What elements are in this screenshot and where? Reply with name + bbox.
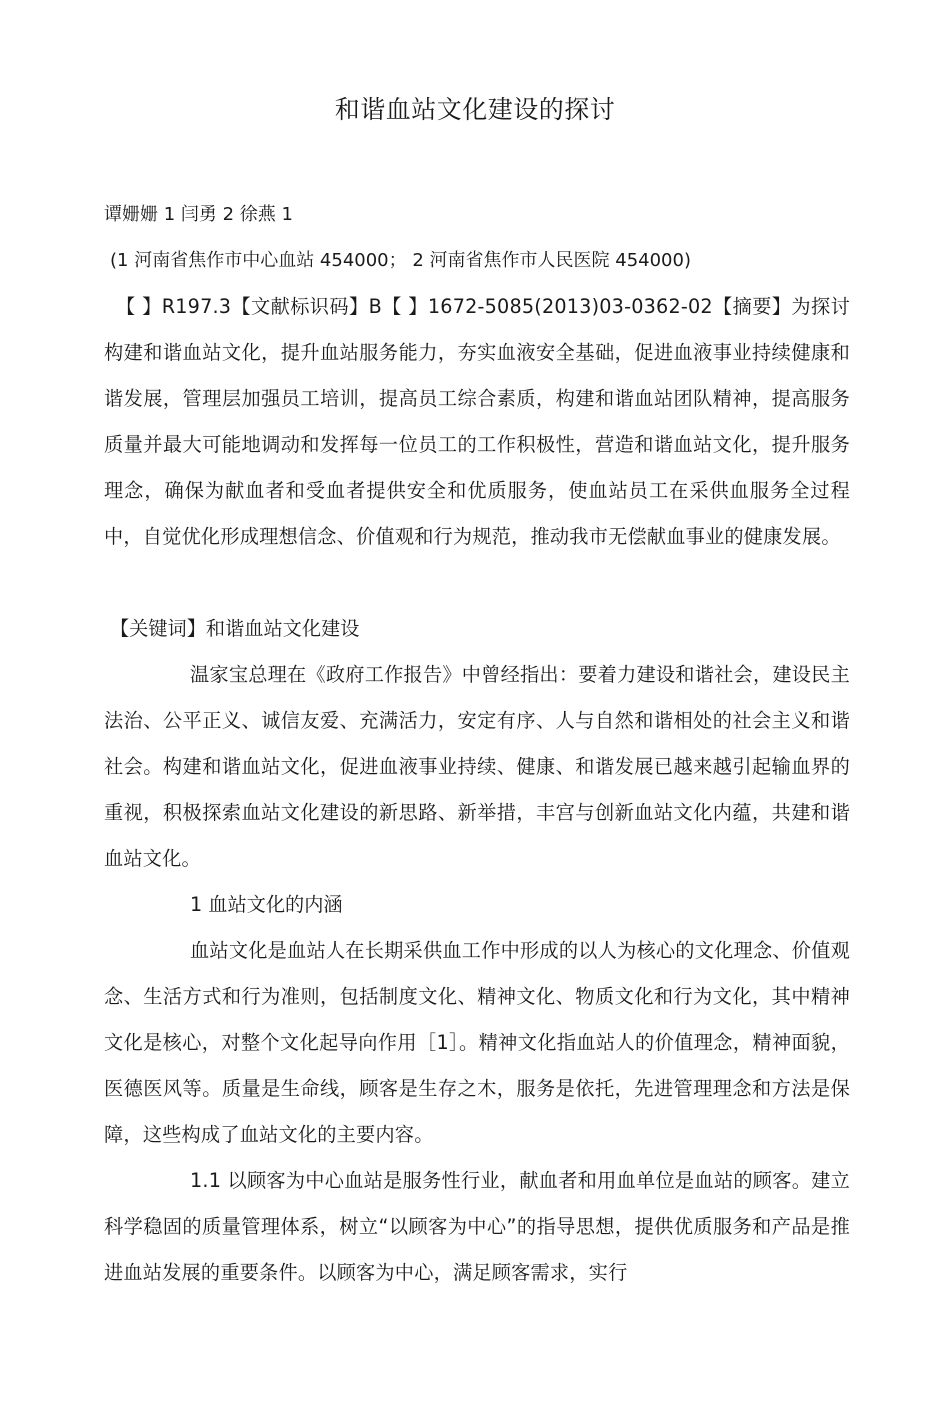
document-title: 和谐血站文化建设的探讨 xyxy=(334,95,616,124)
author-list: 谭姗姗 1 闫勇 2 徐燕 1 xyxy=(104,204,293,225)
abstract-paragraph: 【 】R197.3【文献标识码】B【 】1672-5085(2013)03-0362-02【摘要】为探讨构建和谐血站文化，提升血站服务能力，夯实血液安全基础，促进血液事业持续健康和谐发展，管理层加强员工培训，提高员工综合素质，构建和谐血站团队精神，提高服务质量并最大可能地调动和发挥每一位员工的工作积极性，营造和谐血站文化，提升服务理念，确保为献血者和受血者提供安全和优质服务，使血站员工在采供血服务全过程中，自觉优化形成理想信念、价值观和行为规范，推动我市无偿献血事业的健康发展。 xyxy=(104,295,850,548)
subsection-paragraph: 1.1 以顾客为中心血站是服务性行业，献血者和用血单位是血站的顾客。建立科学稳固的质量管理体系，树立“以顾客为中心”的指导思想，提供优质服务和产品是推进血站发展的重要条件。以顾客为中心，满足顾客需求，实行 xyxy=(104,1169,850,1284)
body-paragraph: 血站文化是血站人在长期采供血工作中形成的以人为核心的文化理念、价值观念、生活方式和行为准则，包括制度文化、精神文化、物质文化和行为文化，其中精神文化是核心，对整个文化起导向作用［1］。精神文化指血站人的价值理念，精神面貌，医德医风等。质量是生命线，顾客是生存之木，服务是依托，先进管理理念和方法是保障，这些构成了血站文化的主要内容。 xyxy=(104,939,850,1146)
keywords-line: 【关键词】和谐血站文化建设 xyxy=(110,617,360,640)
intro-paragraph: 温家宝总理在《政府工作报告》中曾经指出：要着力建设和谐社会，建设民主法治、公平正义、诚信友爱、充满活力，安定有序、人与自然和谐相处的社会主义和谐社会。构建和谐血站文化，促进血液事业持续、健康、和谐发展已越来越引起输血界的重视，积极探索血站文化建设的新思路、新举措，丰宫与创新血站文化内蕴，共建和谐血站文化。 xyxy=(104,663,850,870)
section-heading: 1 血站文化的内涵 xyxy=(190,893,343,916)
author-affiliation: (1 河南省焦作市中心血站 454000； 2 河南省焦作市人民医院 454000) xyxy=(110,250,691,271)
